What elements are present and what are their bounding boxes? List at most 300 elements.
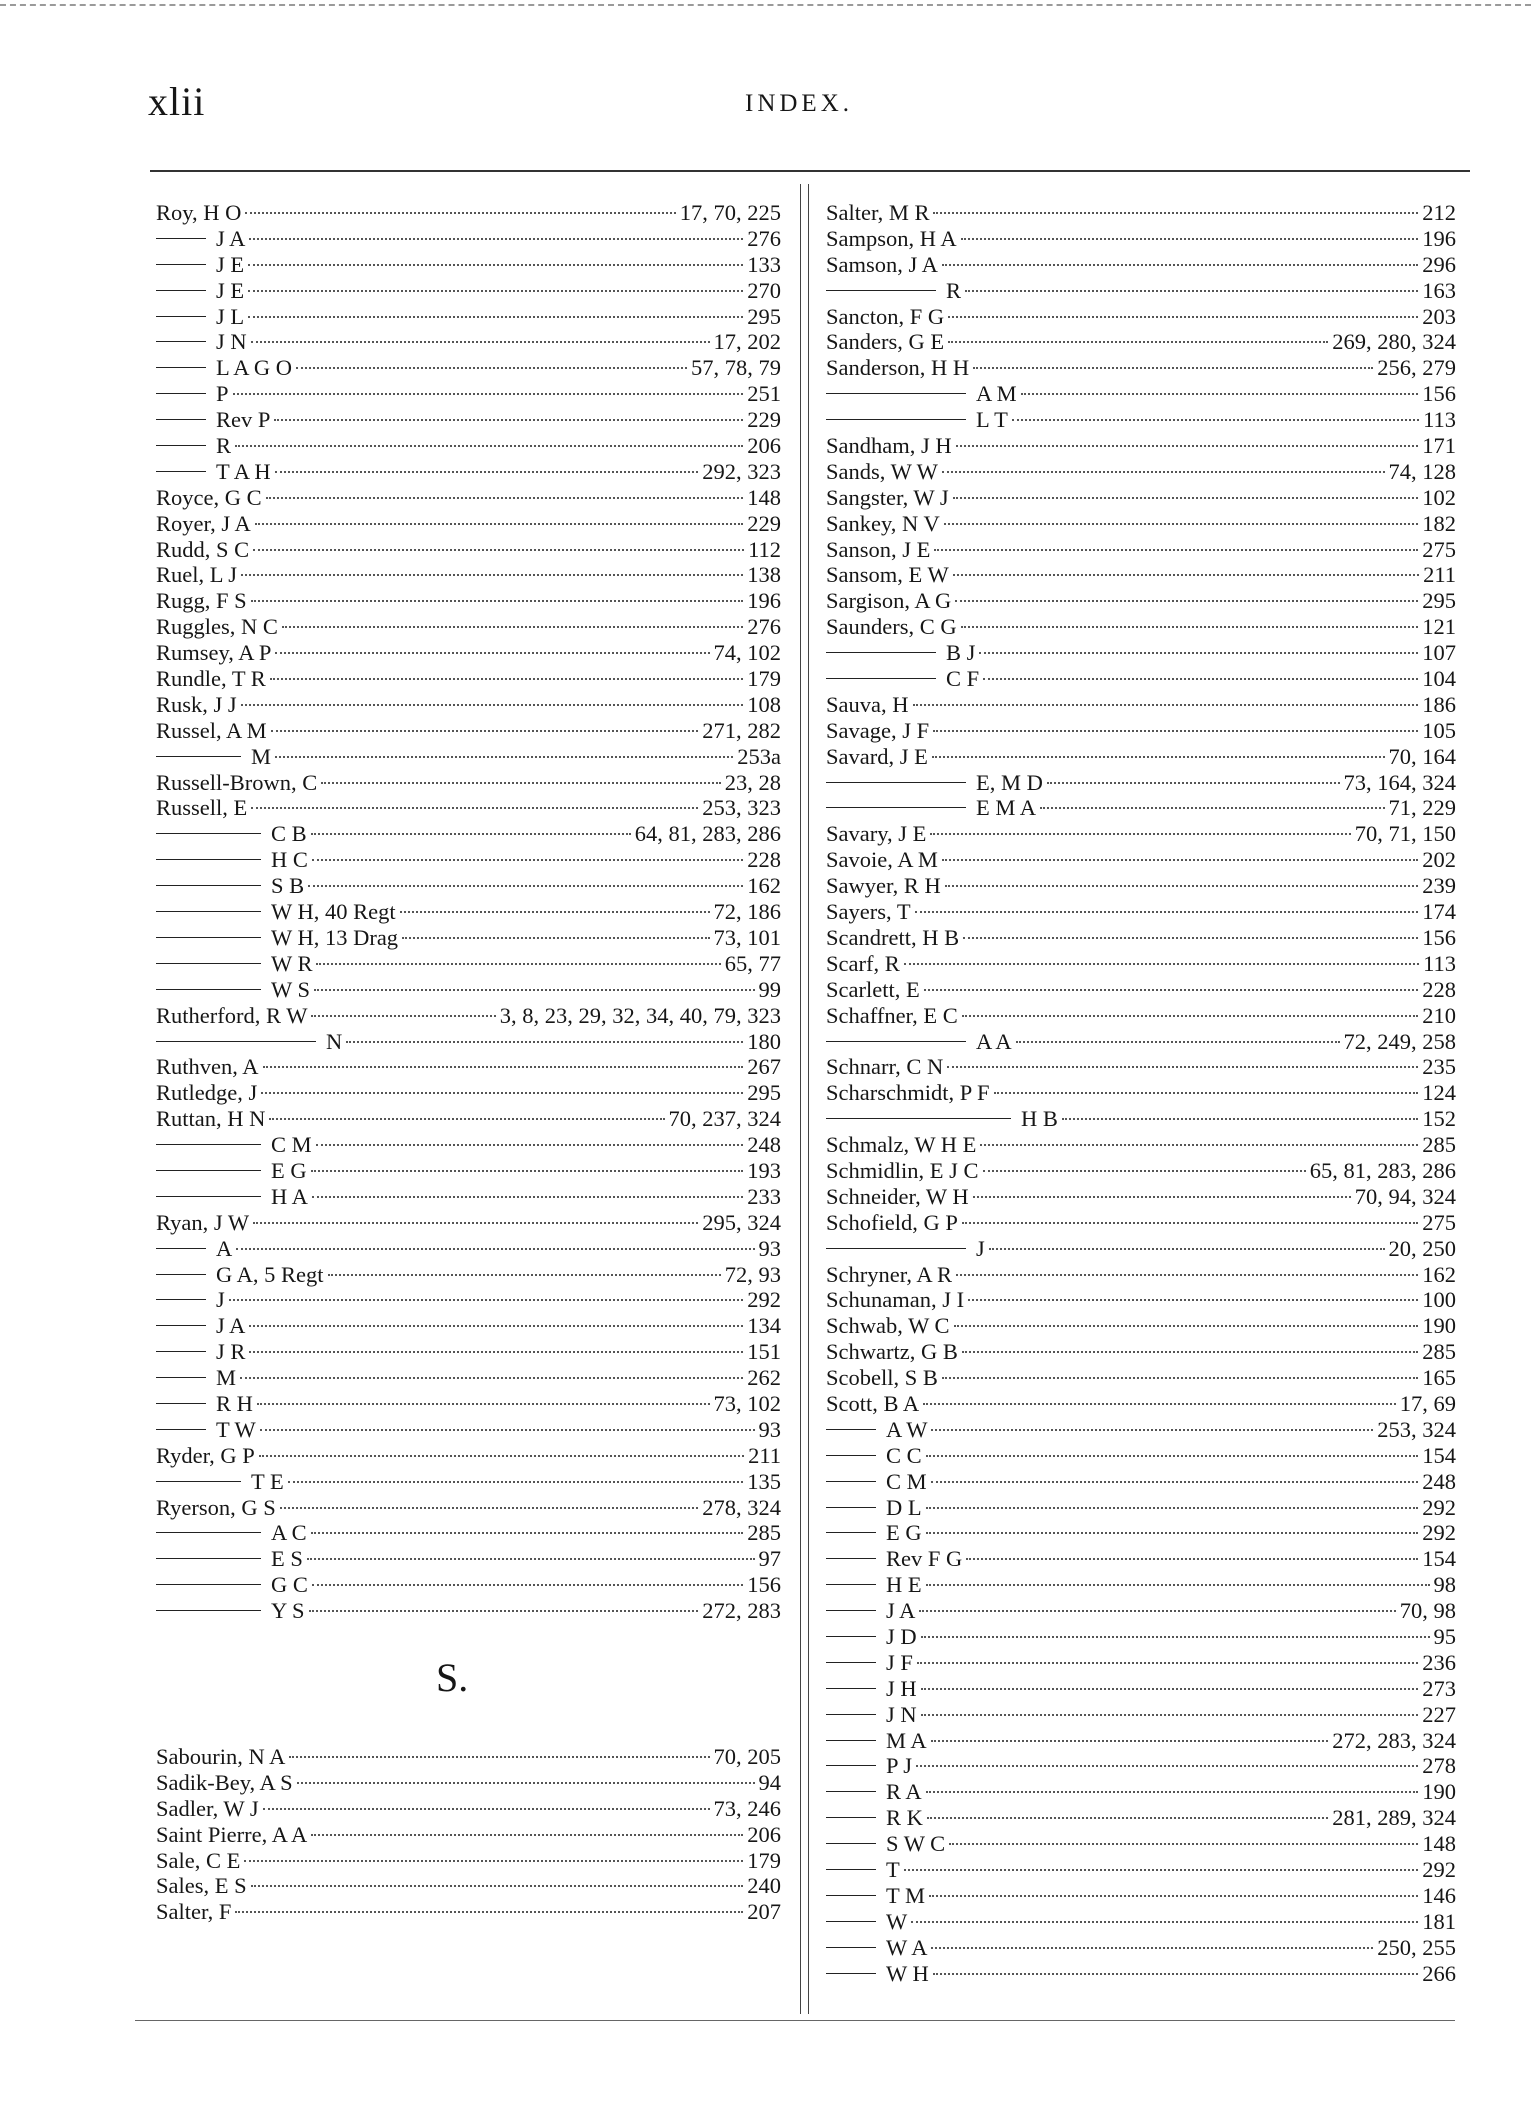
ditto-dash xyxy=(826,1791,876,1792)
entry-name: J F xyxy=(886,1649,913,1675)
entry-pages: 180 xyxy=(747,1028,781,1054)
ditto-dash xyxy=(826,1843,876,1844)
column-divider-double xyxy=(808,184,809,2014)
entry-pages: 135 xyxy=(747,1468,781,1494)
ditto-dash xyxy=(156,963,261,964)
entry-pages: 174 xyxy=(1422,899,1456,925)
ditto-dash xyxy=(826,1429,876,1430)
ditto-dash xyxy=(156,1274,206,1275)
entry-name: Y S xyxy=(271,1598,305,1624)
index-entry xyxy=(826,899,1456,925)
entry-pages: 276 xyxy=(747,614,781,640)
entry-name: Sanson, J E xyxy=(826,536,931,562)
index-entry xyxy=(156,1080,781,1106)
entry-name: L A G O xyxy=(216,355,293,381)
ditto-dash xyxy=(826,1740,876,1741)
leader-dots xyxy=(962,1222,1418,1224)
leader-dots xyxy=(944,523,1419,525)
leader-dots xyxy=(312,1196,743,1198)
ditto-dash xyxy=(826,1041,966,1042)
leader-dots xyxy=(966,1558,1418,1560)
entry-name: R xyxy=(946,277,962,303)
leader-dots xyxy=(259,1455,744,1457)
index-entry xyxy=(826,407,1456,433)
ditto-dash xyxy=(826,1610,876,1611)
entry-name: S B xyxy=(271,873,305,899)
leader-dots xyxy=(248,290,743,292)
entry-pages: 196 xyxy=(1422,225,1456,251)
index-entry xyxy=(156,614,781,640)
entry-pages: 105 xyxy=(1422,717,1456,743)
index-entry xyxy=(156,1158,781,1184)
leader-dots xyxy=(916,1765,1418,1767)
index-entry xyxy=(156,200,781,226)
entry-name: Sawyer, R H xyxy=(826,873,941,899)
leader-dots xyxy=(233,393,744,395)
ditto-dash xyxy=(826,1765,876,1766)
leader-dots xyxy=(402,937,709,939)
index-entry xyxy=(826,1598,1456,1624)
index-entry xyxy=(826,588,1456,614)
entry-name: E G xyxy=(886,1520,922,1546)
entry-name: Sabourin, N A xyxy=(156,1743,286,1769)
index-entry xyxy=(826,562,1456,588)
leader-dots xyxy=(904,963,1419,965)
ditto-dash xyxy=(156,367,206,368)
entry-name: H C xyxy=(271,847,308,873)
entry-name: Rusk, J J xyxy=(156,691,237,717)
entry-name: Sale, C E xyxy=(156,1847,241,1873)
leader-dots xyxy=(956,1274,1418,1276)
entry-pages: 273 xyxy=(1422,1675,1456,1701)
index-entry xyxy=(826,744,1456,770)
leader-dots xyxy=(249,1325,743,1327)
ditto-dash xyxy=(156,859,261,860)
index-entry xyxy=(156,925,781,951)
entry-name: G C xyxy=(271,1572,308,1598)
leader-dots xyxy=(973,1196,1351,1198)
leader-dots xyxy=(933,1973,1419,1975)
entry-name: C C xyxy=(886,1442,922,1468)
ditto-dash xyxy=(156,937,261,938)
entry-pages: 272, 283 xyxy=(702,1598,781,1624)
ditto-dash xyxy=(156,1584,261,1585)
entry-pages: 162 xyxy=(1422,1261,1456,1287)
entry-pages: 251 xyxy=(747,381,781,407)
entry-name: Savage, J F xyxy=(826,717,930,743)
ditto-dash xyxy=(826,1558,876,1559)
index-entry xyxy=(826,1236,1456,1262)
entry-pages: 233 xyxy=(747,1183,781,1209)
ditto-dash xyxy=(826,290,936,291)
entry-pages: 156 xyxy=(1422,924,1456,950)
leader-dots xyxy=(263,1808,710,1810)
entry-pages: 134 xyxy=(747,1313,781,1339)
leader-dots xyxy=(253,1222,698,1224)
ditto-dash xyxy=(826,678,936,679)
entry-pages: 72, 249, 258 xyxy=(1343,1028,1456,1054)
leader-dots xyxy=(240,1377,743,1379)
leader-dots xyxy=(308,885,743,887)
index-entry xyxy=(826,1365,1456,1391)
entry-name: W H, 13 Drag xyxy=(271,924,399,950)
leader-dots xyxy=(261,1092,743,1094)
entry-name: H E xyxy=(886,1572,922,1598)
ditto-dash xyxy=(156,238,206,239)
index-entry xyxy=(156,329,781,355)
leader-dots xyxy=(931,1740,1329,1742)
entry-name: J A xyxy=(886,1598,916,1624)
entry-name: J N xyxy=(886,1701,917,1727)
entry-pages: 70, 94, 324 xyxy=(1354,1183,1456,1209)
entry-pages: 70, 71, 150 xyxy=(1354,821,1456,847)
leader-dots xyxy=(282,626,743,628)
leader-dots xyxy=(945,885,1419,887)
entry-name: A A xyxy=(976,1028,1012,1054)
leader-dots xyxy=(931,1947,1373,1949)
index-entry xyxy=(156,511,781,537)
index-entry xyxy=(826,1106,1456,1132)
entry-name: B J xyxy=(946,640,976,666)
index-entry xyxy=(156,1132,781,1158)
leader-dots xyxy=(275,756,733,758)
ditto-dash xyxy=(156,341,206,342)
entry-name: T E xyxy=(251,1468,284,1494)
entry-pages: 107 xyxy=(1422,640,1456,666)
entry-name: A xyxy=(216,1235,233,1261)
leader-dots xyxy=(311,1170,744,1172)
entry-pages: 73, 101 xyxy=(713,924,781,950)
ditto-dash xyxy=(826,393,966,394)
entry-pages: 3, 8, 23, 29, 32, 34, 40, 79, 323 xyxy=(499,1002,781,1028)
leader-dots xyxy=(251,600,744,602)
index-entry xyxy=(826,1702,1456,1728)
index-entry xyxy=(156,381,781,407)
entry-pages: 235 xyxy=(1422,1054,1456,1080)
ditto-dash xyxy=(156,1041,316,1042)
entry-pages: 278, 324 xyxy=(702,1494,781,1520)
entry-name: A C xyxy=(271,1520,307,1546)
index-entry xyxy=(826,1520,1456,1546)
leader-dots xyxy=(931,1429,1373,1431)
leader-dots xyxy=(288,1481,744,1483)
entry-name: Saint Pierre, A A xyxy=(156,1821,308,1847)
entry-name: Scandrett, H B xyxy=(826,924,960,950)
entry-pages: 73, 246 xyxy=(713,1795,781,1821)
entry-name: J A xyxy=(216,225,246,251)
leader-dots xyxy=(961,238,1419,240)
entry-pages: 124 xyxy=(1422,1080,1456,1106)
index-entry xyxy=(826,329,1456,355)
entry-pages: 193 xyxy=(747,1157,781,1183)
index-entry xyxy=(826,1857,1456,1883)
entry-pages: 190 xyxy=(1422,1779,1456,1805)
ditto-dash xyxy=(156,1481,241,1482)
entry-pages: 228 xyxy=(1422,976,1456,1002)
ditto-dash xyxy=(826,1481,876,1482)
index-entry xyxy=(826,1184,1456,1210)
leader-dots xyxy=(236,1248,754,1250)
ditto-dash xyxy=(156,1196,261,1197)
entry-name: E G xyxy=(271,1157,307,1183)
entry-name: Saunders, C G xyxy=(826,614,957,640)
entry-pages: 267 xyxy=(747,1054,781,1080)
entry-name: Salter, M R xyxy=(826,200,930,225)
ditto-dash xyxy=(826,1584,876,1585)
leader-dots xyxy=(930,833,1350,835)
index-entry xyxy=(826,1935,1456,1961)
ditto-dash xyxy=(826,782,966,783)
index-entry xyxy=(156,666,781,692)
entry-pages: 74, 102 xyxy=(713,640,781,666)
ditto-dash xyxy=(156,756,241,757)
entry-pages: 236 xyxy=(1422,1649,1456,1675)
entry-name: Scobell, S B xyxy=(826,1365,938,1391)
entry-name: W R xyxy=(271,950,313,976)
ditto-dash xyxy=(826,1817,876,1818)
entry-pages: 64, 81, 283, 286 xyxy=(634,821,781,847)
entry-name: E S xyxy=(271,1546,303,1572)
entry-name: Salter, F xyxy=(156,1899,232,1925)
entry-name: C M xyxy=(271,1132,312,1158)
entry-pages: 278 xyxy=(1422,1753,1456,1779)
entry-pages: 113 xyxy=(1423,950,1456,976)
index-entry xyxy=(156,355,781,381)
entry-name: M xyxy=(251,743,272,769)
entry-pages: 292 xyxy=(1422,1494,1456,1520)
index-entry xyxy=(156,1598,781,1624)
leader-dots xyxy=(989,1248,1385,1250)
leader-dots xyxy=(921,1688,1419,1690)
ditto-dash xyxy=(826,1688,876,1689)
leader-dots xyxy=(1047,782,1340,784)
entry-name: Schryner, A R xyxy=(826,1261,952,1287)
leader-dots xyxy=(961,626,1419,628)
index-entry xyxy=(826,1054,1456,1080)
leader-dots xyxy=(953,497,1419,499)
leader-dots xyxy=(921,1636,1430,1638)
entry-pages: 281, 289, 324 xyxy=(1332,1805,1456,1831)
leader-dots xyxy=(913,704,1419,706)
entry-name: Scarf, R xyxy=(826,950,900,976)
entry-pages: 93 xyxy=(758,1416,781,1442)
entry-name: Rutherford, R W xyxy=(156,1002,308,1028)
leader-dots xyxy=(962,1015,1418,1017)
entry-pages: 98 xyxy=(1433,1572,1456,1598)
ditto-dash xyxy=(826,1714,876,1715)
index-entry xyxy=(826,1753,1456,1779)
ditto-dash xyxy=(156,1610,261,1611)
leader-dots xyxy=(251,807,698,809)
entry-pages: 239 xyxy=(1422,873,1456,899)
column-divider xyxy=(800,184,801,2014)
header-rule xyxy=(150,170,1470,172)
ditto-dash xyxy=(156,264,206,265)
ditto-dash xyxy=(156,316,206,317)
index-entry xyxy=(156,1572,781,1598)
index-entry xyxy=(826,692,1456,718)
entry-name: Rundle, T R xyxy=(156,666,266,692)
entry-name: Rev F G xyxy=(886,1546,963,1572)
entry-pages: 266 xyxy=(1422,1960,1456,1986)
entry-pages: 94 xyxy=(758,1769,781,1795)
entry-name: Royce, G C xyxy=(156,484,262,510)
leader-dots xyxy=(271,730,699,732)
entry-pages: 73, 102 xyxy=(713,1390,781,1416)
index-entry xyxy=(156,847,781,873)
leader-dots xyxy=(311,1834,743,1836)
leader-dots xyxy=(400,911,710,913)
entry-name: W xyxy=(886,1908,908,1934)
left-index-column xyxy=(156,200,781,1925)
entry-name: Schunaman, J I xyxy=(826,1287,965,1313)
index-entry xyxy=(826,821,1456,847)
entry-pages: 276 xyxy=(747,225,781,251)
index-entry xyxy=(156,407,781,433)
entry-pages: 179 xyxy=(747,666,781,692)
index-entry xyxy=(826,1779,1456,1805)
entry-pages: 154 xyxy=(1422,1442,1456,1468)
index-entry xyxy=(826,1883,1456,1909)
index-entry xyxy=(156,718,781,744)
entry-name: Schmidlin, E J C xyxy=(826,1157,979,1183)
ditto-dash xyxy=(156,419,206,420)
entry-name: Ruggles, N C xyxy=(156,614,278,640)
index-entry xyxy=(156,588,781,614)
ditto-dash xyxy=(826,1947,876,1948)
leader-dots xyxy=(929,1895,1418,1897)
entry-pages: 207 xyxy=(747,1899,781,1925)
index-entry xyxy=(826,1909,1456,1935)
entry-pages: 275 xyxy=(1422,1209,1456,1235)
ditto-dash xyxy=(826,1455,876,1456)
entry-name: R K xyxy=(886,1805,923,1831)
leader-dots xyxy=(297,1782,755,1784)
ditto-dash xyxy=(826,652,936,653)
leader-dots xyxy=(927,1817,1328,1819)
leader-dots xyxy=(1040,807,1384,809)
index-entry xyxy=(826,355,1456,381)
leader-dots xyxy=(269,1118,664,1120)
ditto-dash xyxy=(156,471,206,472)
index-entry xyxy=(156,1822,781,1848)
entry-pages: 70, 237, 324 xyxy=(668,1106,781,1132)
index-entry xyxy=(156,252,781,278)
entry-name: Sangster, W J xyxy=(826,484,949,510)
leader-dots xyxy=(248,316,743,318)
entry-name: L T xyxy=(976,407,1008,433)
index-entry xyxy=(156,537,781,563)
entry-pages: 296 xyxy=(1422,251,1456,277)
entry-name: Schaffner, E C xyxy=(826,1002,958,1028)
entry-pages: 97 xyxy=(758,1546,781,1572)
section-letter: S. xyxy=(436,1654,469,1700)
leader-dots xyxy=(934,549,1418,551)
entry-name: T M xyxy=(886,1882,925,1908)
leader-dots xyxy=(235,1911,743,1913)
entry-pages: 271, 282 xyxy=(702,717,781,743)
ditto-dash xyxy=(826,1118,1011,1119)
entry-pages: 203 xyxy=(1422,303,1456,329)
entry-pages: 138 xyxy=(747,562,781,588)
leader-dots xyxy=(244,1860,743,1862)
leader-dots xyxy=(953,574,1419,576)
index-entry xyxy=(826,200,1456,226)
index-entry xyxy=(156,1391,781,1417)
entry-pages: 154 xyxy=(1422,1546,1456,1572)
leader-dots xyxy=(926,1455,1419,1457)
entry-pages: 190 xyxy=(1422,1313,1456,1339)
leader-dots xyxy=(911,1921,1418,1923)
entry-name: Roy, H O xyxy=(156,200,242,225)
leader-dots xyxy=(311,1532,744,1534)
index-entry xyxy=(826,925,1456,951)
index-entry xyxy=(826,795,1456,821)
index-entry xyxy=(826,614,1456,640)
entry-name: Sadler, W J xyxy=(156,1795,259,1821)
entry-pages: 181 xyxy=(1422,1908,1456,1934)
leader-dots xyxy=(312,859,743,861)
index-entry xyxy=(156,1106,781,1132)
index-entry xyxy=(156,1546,781,1572)
entry-name: Rudd, S C xyxy=(156,536,250,562)
leader-dots xyxy=(1016,1041,1340,1043)
entry-name: J E xyxy=(216,277,245,303)
ditto-dash xyxy=(826,419,966,420)
entry-name: Ryan, J W xyxy=(156,1209,250,1235)
ditto-dash xyxy=(156,393,206,394)
entry-name: Schofield, G P xyxy=(826,1209,958,1235)
entry-name: Sanders, G E xyxy=(826,329,945,355)
leader-dots xyxy=(956,445,1419,447)
right-index-column xyxy=(826,200,1456,1986)
footer-rule xyxy=(135,2020,1455,2021)
entry-pages: 275 xyxy=(1422,536,1456,562)
entry-name: T xyxy=(886,1857,900,1882)
ditto-dash xyxy=(156,1351,206,1352)
entry-name: Sansom, E W xyxy=(826,562,949,588)
leader-dots xyxy=(973,367,1373,369)
entry-pages: 248 xyxy=(747,1132,781,1158)
entry-name: Ruel, L J xyxy=(156,562,238,588)
entry-name: Sandham, J H xyxy=(826,433,952,459)
ditto-dash xyxy=(826,1532,876,1533)
entry-pages: 186 xyxy=(1422,691,1456,717)
index-entry xyxy=(826,951,1456,977)
entry-name: J E xyxy=(216,251,245,277)
index-entry xyxy=(826,1676,1456,1702)
entry-pages: 228 xyxy=(747,847,781,873)
index-entry xyxy=(156,1520,781,1546)
index-entry xyxy=(826,1210,1456,1236)
left-s-entry-list xyxy=(156,1744,781,1925)
leader-dots xyxy=(312,1584,743,1586)
entry-name: C F xyxy=(946,666,980,692)
index-entry xyxy=(156,640,781,666)
entry-pages: 253a xyxy=(737,743,781,769)
leader-dots xyxy=(241,574,743,576)
top-scan-border xyxy=(0,4,1531,6)
entry-pages: 163 xyxy=(1422,277,1456,303)
right-entry-list xyxy=(826,200,1456,1986)
index-entry xyxy=(826,381,1456,407)
entry-pages: 70, 164 xyxy=(1388,743,1456,769)
leader-dots xyxy=(931,1481,1419,1483)
index-entry xyxy=(826,1650,1456,1676)
leader-dots xyxy=(942,471,1385,473)
leader-dots xyxy=(245,212,675,214)
entry-pages: 292 xyxy=(747,1287,781,1313)
